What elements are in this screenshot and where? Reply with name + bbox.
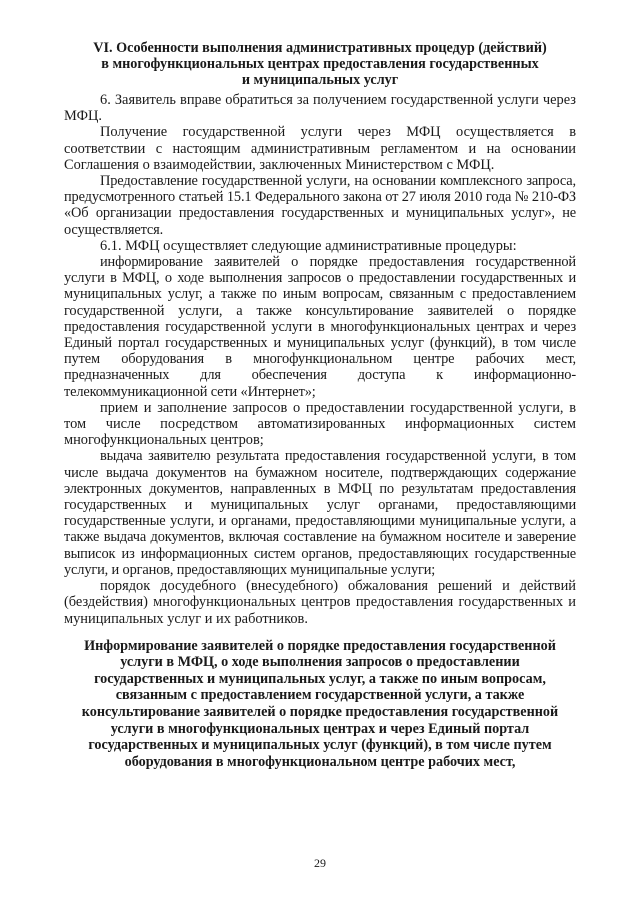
section-title — [64, 40, 576, 88]
paragraph-applicant-right: 6. Заявитель вправе обратиться за получением государственной услуги через МФЦ. — [64, 92, 576, 125]
paragraph-mfc-procedures: 6.1. МФЦ осуществляет следующие административные процедуры: — [100, 237, 517, 254]
page-number: 29 — [314, 856, 326, 870]
paragraph-issuance: выдача заявителю результата предоставления государственной услуги, в том числе выдача документов на бумажном носителе, подтверждающих содержание электронных документов, направленных в МФЦ по результатам предоставления государственных и муниципальных услуг органами, предоставляющими государственные услуги, и органами, предоставляющими муниципальные услуги, а также выдача документов, включая составление на бумажном носителе и заверение выписок из информационных систем органов, предоставляющих государственные услуги, и органов, предоставляющих муниципальные услуги; — [64, 448, 576, 578]
section-title-line: в многофункциональных центрах предоставления государственных — [101, 56, 539, 72]
paragraph-reception: прием и заполнение запросов о предоставлении государственной услуги, в том числе посредством автоматизированных информационных систем многофункциональных центров; — [64, 399, 576, 449]
subsection-title — [64, 638, 576, 771]
subsection-title-line: государственных и муниципальных услуг (функций), в том числе путем — [88, 737, 552, 754]
subsection-title-line: услуги в многофункциональных центрах и через Единый портал — [110, 720, 530, 737]
subsection-title-line: связанным с предоставлением государственной услуги, а также — [115, 687, 525, 704]
subsection-title-line: услуги в МФЦ, о ходе выполнения запросов о предоставлении — [120, 654, 520, 671]
document-page — [64, 40, 576, 770]
paragraph-appeal: порядок досудебного (внесудебного) обжалования решений и действий (бездействия) многофункциональных центров предоставления государственных и муниципальных услуг и их работников. — [64, 578, 576, 627]
subsection-title-line: консультирование заявителей о порядке предоставления государственной — [81, 704, 559, 721]
section-title-line: и муниципальных услуг — [241, 72, 399, 88]
subsection-title-line: оборудования в многофункциональном центре рабочих мест, — [124, 753, 516, 770]
paragraph-complex-request: Предоставление государственной услуги, на основании комплексного запроса, предусмотренного статьей 15.1 Федерального закона от 27 июля 2010 года № 210-ФЗ «Об организации предоставления государственных и муниципальных услуг», не осуществляется. — [64, 173, 576, 238]
paragraph-service-via-mfc: Получение государственной услуги через МФЦ осуществляется в соответствии с настоящим административным регламентом и на основании Соглашения о взаимодействии, заключенных Министерством с МФЦ. — [64, 124, 576, 173]
section-title-line: VI. Особенности выполнения административных процедур (действий) — [93, 40, 547, 56]
paragraph-informing: информирование заявителей о порядке предоставления государственной услуги в МФЦ, о ходе выполнения запросов о предоставлении государственных и муниципальных услуг, а также по иным вопросам, связанным с предоставлением государственной услуги, а также консультирование заявителей о порядке предоставления государственной услуги в многофункциональных центрах и через Единый портал государственных и муниципальных услуг (функций), в том числе путем оборудования в многофункциональном центре рабочих мест, предназначенных для обеспечения доступа к информационно-телекоммуникационной сети «Интернет»; — [64, 254, 576, 400]
subsection-title-line: государственных и муниципальных услуг, а также по иным вопросам, — [94, 670, 546, 687]
subsection-title-line: Информирование заявителей о порядке предоставления государственной — [84, 637, 556, 654]
